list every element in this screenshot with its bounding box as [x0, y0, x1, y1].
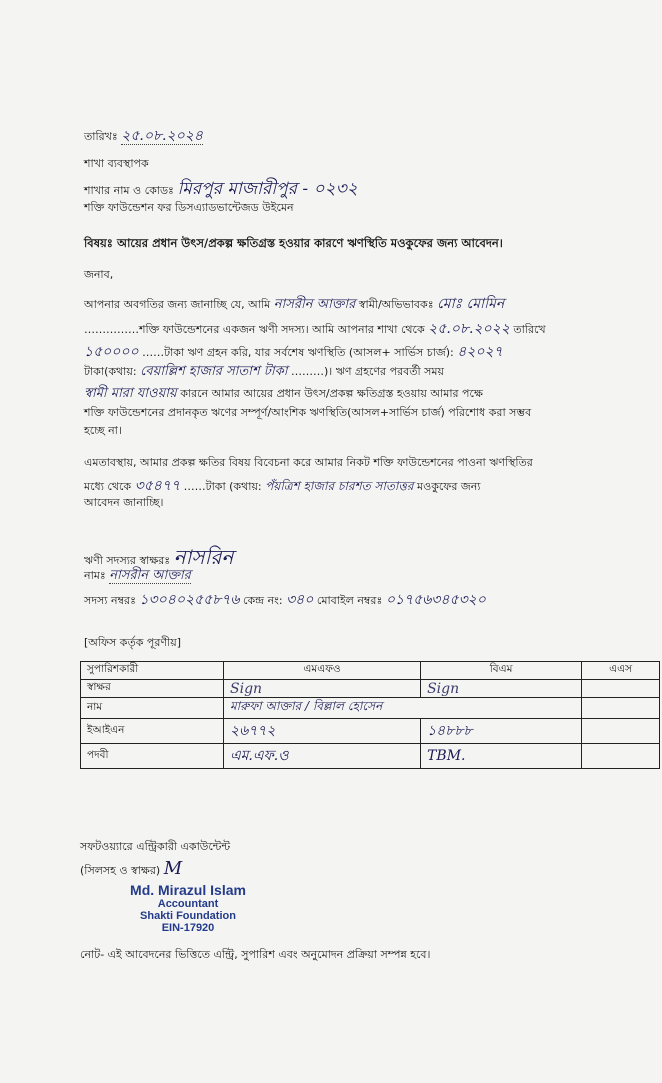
bm-title: TBM.	[427, 748, 466, 764]
table-row	[81, 662, 660, 680]
para2-text: মওকুফের জন্য	[416, 480, 481, 493]
para1-line4	[84, 362, 444, 383]
guardian-label: স্বামী/অভিভাবকঃ	[358, 298, 434, 311]
date-label: তারিখঃ	[84, 130, 118, 143]
salutation: জনাব,	[84, 268, 114, 281]
col-role: সুপারিশকারী	[81, 662, 224, 680]
loan-balance: ৪২০২৭	[457, 344, 503, 360]
para1-text: ……টাকা ঋণ গ্রহন করি, যার সর্বশেষ ঋণস্থিতি (আসল+ সার্ভিস চার্জ):	[142, 346, 454, 359]
applicant-name: নাসরীন আক্তার	[273, 297, 356, 312]
recommendation-table	[80, 661, 660, 769]
branch-label: শাখার নাম ও কোডঃ	[84, 184, 174, 197]
bm-signature: Sign	[427, 680, 460, 697]
seal-label: (সিলসহ ও স্বাক্ষর)	[80, 864, 161, 877]
row-ein-label: ইআইএন	[81, 719, 224, 744]
para1-text: কারনে আমার আয়ের প্রধান উৎস/প্রকল্প ক্ষতিগ্রস্ত হওয়ায় আমার পক্ষে	[180, 387, 483, 400]
as-name-cell	[582, 698, 660, 719]
row-sign-label: স্বাক্ষর	[81, 680, 224, 698]
col-mfo: এমএফও	[224, 662, 421, 680]
borrower-name-line	[84, 566, 191, 587]
name-label: নামঃ	[84, 569, 106, 582]
date-line	[84, 124, 203, 148]
stamp-org: Shakti Foundation	[140, 910, 236, 922]
col-bm: বিএম	[421, 662, 582, 680]
table-row	[81, 719, 660, 744]
guardian-name: মোঃ মোমিন	[437, 296, 505, 312]
mfo-signature: Sign	[230, 680, 263, 697]
col-as: এএস	[582, 662, 660, 680]
para1-line6: শক্তি ফাউন্ডেশনের প্রদানকৃত ঋণের সম্পূর্ণ/আংশিক ঋণস্থিতি(আসল+সার্ভিস চার্জ) পরিশোধ করা সম্ভব	[84, 406, 532, 419]
accountant-signature: M	[163, 858, 183, 879]
balance-in-words: বেয়াল্লিশ হাজার সাতাশ টাকা	[140, 364, 288, 379]
stamp-title: Accountant	[157, 898, 219, 910]
mfo-title-cell	[224, 744, 421, 769]
org-line: শক্তি ফাউন্ডেশন ফর ডিসএ্যাডভান্টেজড উইমেন	[84, 201, 294, 214]
para1-text: ……………শক্তি ফাউন্ডেশনের একজন ঋণী সদস্য। আমি আপনার শাখা থেকে	[84, 323, 425, 336]
para1-line2	[84, 317, 546, 341]
waiver-amount: ৩৫৪৭৭	[134, 478, 181, 494]
damage-reason: স্বামী মারা যাওয়ায়	[84, 386, 177, 401]
accountant-line2	[80, 858, 182, 881]
recipient: শাখা ব্যবস্থাপক	[84, 157, 149, 170]
loan-amount: ১৫০০০০	[84, 344, 139, 360]
para1-text: ………)। ঋণ গ্রহণের পরবর্তী সময়	[291, 365, 444, 378]
branch-value: মিরপুর মাজারীপুর - ০২৩২	[177, 179, 358, 199]
date-value: ২৫.০৮.২০২৪	[121, 128, 203, 144]
mfo-ein-cell	[224, 719, 421, 744]
accountant-line1: সফটওয়্যারে এন্ট্রিকারী একাউন্টেন্ট	[80, 840, 231, 853]
stamp-name: Md. Mirazul Islam	[130, 882, 246, 898]
name-cell	[224, 698, 582, 719]
sign-label: ঋণী সদস্যর স্বাক্ষরঃ	[84, 554, 171, 567]
loan-date: ২৫.০৮.২০২২	[428, 321, 510, 337]
center-label: কেন্দ্র নং:	[243, 594, 283, 607]
mfo-ein: ২৬৭৭২	[230, 723, 276, 739]
bm-title-cell	[421, 744, 582, 769]
para1-line7: হচ্ছে না।	[84, 424, 122, 437]
member-number: ১৩০৪০২৫৫৮৭৬	[139, 592, 240, 608]
as-sign-cell	[582, 680, 660, 698]
para2-line1: এমতাবস্থায়, আমার প্রকল্প ক্ষতির বিষয় বিবেচনা করে আমার নিকট শক্তি ফাউন্ডেশনের পাওনা ঋণস্থিতির	[84, 456, 533, 469]
as-title-cell	[582, 744, 660, 769]
para1-line3	[84, 340, 503, 364]
center-number: ৩৪০	[286, 592, 314, 608]
officer-names: মারুফা আক্তার / বিল্লাল হোসেন	[230, 699, 383, 713]
subject: বিষয়ঃ আয়ের প্রধান উৎস/প্রকল্প ক্ষতিগ্রস্ত হওয়ার কারণে ঋণস্থিতি মওকুফের জন্য আবেদন।	[84, 236, 503, 250]
bm-ein-cell	[421, 719, 582, 744]
borrower-name: নাসরীন আক্তার	[109, 568, 191, 583]
member-label: সদস্য নম্বরঃ	[84, 594, 136, 607]
table-row	[81, 744, 660, 769]
borrower-ids-line	[84, 588, 486, 612]
mfo-sign-cell	[224, 680, 421, 698]
para1-text: টাকা(কথায়:	[84, 365, 137, 378]
bm-sign-cell	[421, 680, 582, 698]
as-ein-cell	[582, 719, 660, 744]
bm-ein: ১৪৮৮৮	[427, 723, 473, 739]
para1-line5	[84, 384, 483, 405]
mobile-number: ০১৭৫৬৩৪৫৩২০	[385, 592, 486, 608]
para2-line3: আবেদন জানাচ্ছি।	[84, 496, 164, 509]
stamp-ein: EIN-17920	[161, 922, 215, 934]
para1-text: তারিখে	[513, 323, 546, 336]
mobile-label: মোবাইল নম্বরঃ	[316, 594, 383, 607]
para1-line1	[84, 292, 504, 316]
para1-text: আপনার অবগতির জন্য জানাচ্ছি যে, আমি	[84, 298, 271, 311]
row-name-label: নাম	[81, 698, 224, 719]
office-heading: [অফিস কর্তৃক পূরণীয়]	[84, 636, 181, 649]
mfo-title: এম.এফ.ও	[230, 748, 289, 764]
para2-text: ……টাকা (কথায়:	[183, 480, 262, 493]
borrower-signature: নাসরিন	[173, 545, 234, 569]
table-row	[81, 680, 660, 698]
waiver-in-words: পঁয়ত্রিশ হাজার চারশত সাতাত্তর	[265, 479, 414, 493]
note: নোট- এই আবেদনের ভিত্তিতে এন্ট্রি, সুপারিশ এবং অনুমোদন প্রক্রিয়া সম্পন্ন হবে।	[80, 948, 431, 961]
row-title-label: পদবী	[81, 744, 224, 769]
para2-text: মধ্যে থেকে	[84, 480, 132, 493]
table-row	[81, 698, 660, 719]
